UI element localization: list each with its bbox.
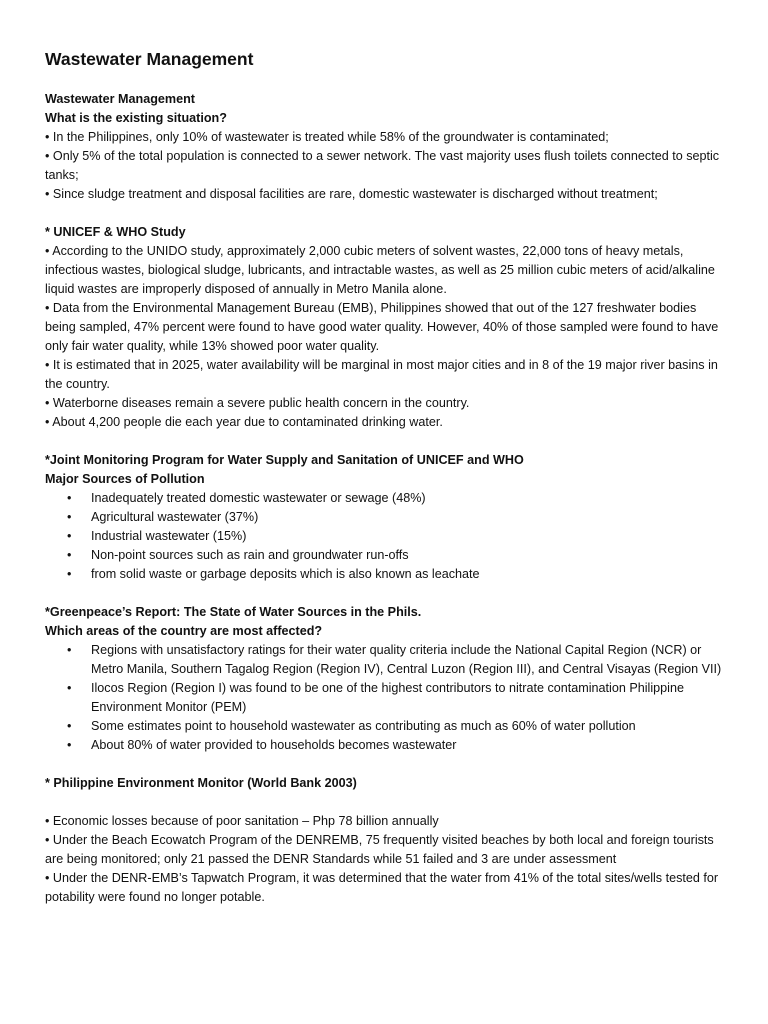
section-environment-monitor — [45, 774, 730, 907]
paragraph: • About 4,200 people die each year due to contaminated drinking water. — [45, 415, 443, 429]
list-item: • Non-point sources such as rain and groundwater run-offs — [45, 546, 730, 565]
paragraph: • Since sludge treatment and disposal facilities are rare, domestic wastewater is discharged without treatment; — [45, 187, 658, 201]
section-unicef-who-study — [45, 223, 730, 432]
bullet-list — [45, 489, 730, 584]
section-heading: *Greenpeace’s Report: The State of Water Sources in the Phils. — [45, 605, 422, 619]
section-greenpeace-report — [45, 603, 730, 755]
paragraph: • Data from the Environmental Management Bureau (EMB), Philippines showed that out of the 127 freshwater bodies being sampled, 47% percent were found to have good water quality. However, 40% of those sampled were found to have only fair water quality, while 13% showed poor water quality. — [45, 301, 719, 353]
section-question: Which areas of the country are most affected? — [45, 624, 323, 638]
list-item: • Regions with unsatisfactory ratings for their water quality criteria include the National Capital Region (NCR) or Metro Manila, Southern Tagalog Region (Region IV), Central Luzon (Region III), and Central Visayas (Region VII) — [45, 641, 730, 679]
list-item: • Industrial wastewater (15%) — [45, 527, 730, 546]
bullet-list — [45, 641, 730, 755]
paragraph: • Economic losses because of poor sanitation – Php 78 billion annually — [45, 814, 439, 828]
document-title: Wastewater Management — [45, 49, 254, 69]
section-heading: * UNICEF & WHO Study — [45, 225, 186, 239]
section-major-sources — [45, 451, 730, 584]
list-item: • Inadequately treated domestic wastewater or sewage (48%) — [45, 489, 730, 508]
paragraph: • Under the DENR-EMB’s Tapwatch Program, it was determined that the water from 41% of the total sites/wells tested for potability were found no longer potable. — [45, 871, 719, 904]
blank-line — [45, 793, 730, 812]
section-heading: Wastewater Management — [45, 92, 195, 106]
section-subheading: Major Sources of Pollution — [45, 472, 205, 486]
paragraph: • Under the Beach Ecowatch Program of the DENREMB, 75 frequently visited beaches by both local and foreign tourists are being monitored; only 21 passed the DENR Standards while 51 failed and 3 are under assessment — [45, 833, 714, 866]
list-item: • Some estimates point to household wastewater as contributing as much as 60% of water pollution — [45, 717, 730, 736]
section-heading: *Joint Monitoring Program for Water Supply and Sanitation of UNICEF and WHO — [45, 453, 524, 467]
section-question: What is the existing situation? — [45, 111, 227, 125]
paragraph: • According to the UNIDO study, approximately 2,000 cubic meters of solvent wastes, 22,000 tons of heavy metals, infectious wastes, biological sludge, lubricants, and intractable wastes, as well as 25 million cubic meters of acid/alkaline liquid wastes are improperly disposed of annually in Metro Manila alone. — [45, 244, 715, 296]
list-item: • About 80% of water provided to households becomes wastewater — [45, 736, 730, 755]
paragraph: • Waterborne diseases remain a severe public health concern in the country. — [45, 396, 470, 410]
section-heading: * Philippine Environment Monitor (World Bank 2003) — [45, 776, 357, 790]
paragraph: • Only 5% of the total population is connected to a sewer network. The vast majority uses flush toilets connected to septic tanks; — [45, 149, 720, 182]
section-existing-situation — [45, 90, 730, 204]
list-item: • Ilocos Region (Region I) was found to be one of the highest contributors to nitrate contamination Philippine Environment Monitor (PEM) — [45, 679, 730, 717]
paragraph: • It is estimated that in 2025, water availability will be marginal in most major cities and in 8 of the 19 major river basins in the country. — [45, 358, 718, 391]
list-item: • from solid waste or garbage deposits which is also known as leachate — [45, 565, 730, 584]
paragraph: • In the Philippines, only 10% of wastewater is treated while 58% of the groundwater is contaminated; — [45, 130, 609, 144]
list-item: • Agricultural wastewater (37%) — [45, 508, 730, 527]
